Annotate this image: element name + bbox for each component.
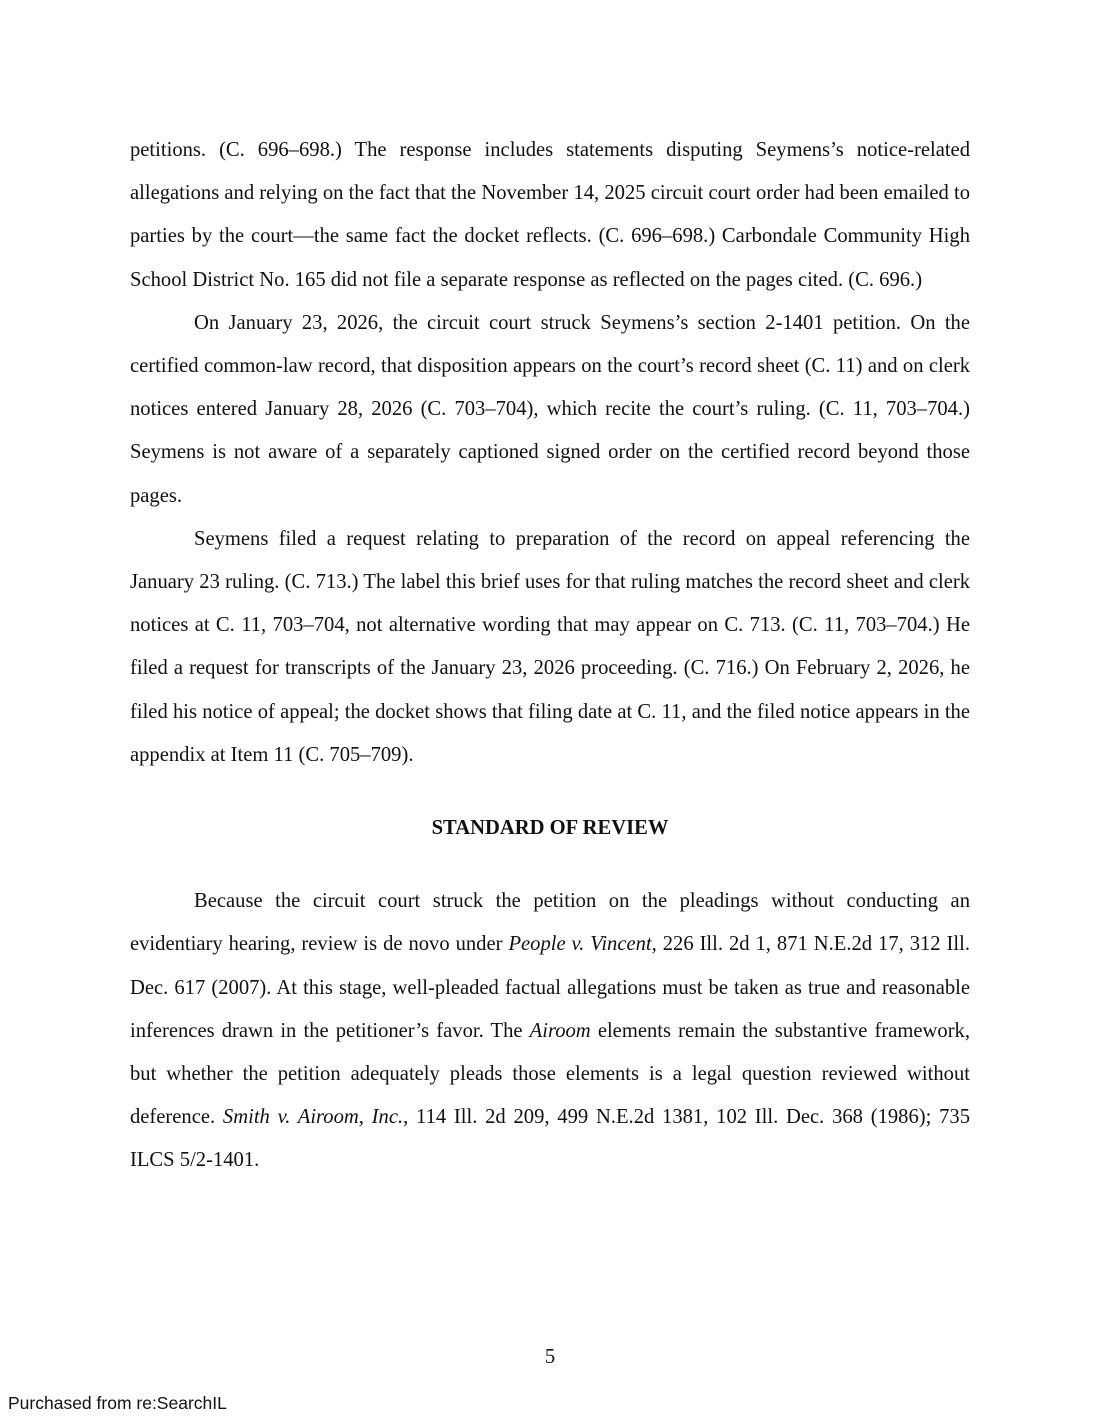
- paragraph: [130, 518, 970, 777]
- page-number: 5: [544, 1346, 556, 1368]
- paragraph-text: Because the circuit court struck the petition on the pleadings without conducting an evidentiary hearing, review is de novo under: [130, 890, 970, 956]
- paragraph-text: , 114 Ill. 2d 209, 499 N.E.2d 1381, 102 Ill. Dec. 368 (1986); 735 ILCS 5/2-1401.: [130, 1106, 970, 1172]
- case-citation: Smith v. Airoom, Inc.: [222, 1106, 404, 1129]
- paragraph-text: petitions. (C. 696–698.) The response includes statements disputing Seymens’s notice-related allegations and relying on the fact that the November 14, 2025 circuit court order had been emailed to parties by the court—the same fact the docket reflects. (C. 696–698.) Carbondale Community High School District No. 165 did not file a separate response as reflected on the pages cited. (C. 696.): [130, 139, 970, 291]
- standard-of-review-text: [130, 880, 970, 1182]
- case-citation: Airoom: [529, 1019, 591, 1042]
- paragraph-text: elements remain the substantive framework, but whether the petition adequately pleads those elements is a legal question reviewed without deference.: [130, 1019, 970, 1129]
- paragraph: [130, 880, 970, 1182]
- page-body: [130, 129, 970, 1183]
- statement-of-facts-text: [130, 129, 970, 777]
- purchase-footer: Purchased from re:SearchIL: [8, 1393, 227, 1413]
- paragraph-text: , 226 Ill. 2d 1, 871 N.E.2d 17, 312 Ill. Dec. 617 (2007). At this stage, well-pleaded factual allegations must be taken as true and reasonable inferences drawn in the petitioner’s favor. The: [130, 933, 970, 1042]
- section-heading: STANDARD OF REVIEW: [431, 817, 669, 840]
- paragraph: [130, 302, 970, 518]
- paragraph-text: Seymens filed a request relating to preparation of the record on appeal referencing the January 23 ruling. (C. 713.) The label this brief uses for that ruling matches the record sheet and clerk notices at C. 11, 703–704, not alternative wording that may appear on C. 713. (C. 11, 703–704.) He filed a request for transcripts of the January 23, 2026 proceeding. (C. 716.) On February 2, 2026, he filed his notice of appeal; the docket shows that filing date at C. 11, and the filed notice appears in the appendix at Item 11 (C. 705–709).: [130, 527, 970, 766]
- paragraph-text: On January 23, 2026, the circuit court struck Seymens’s section 2-1401 petition. On the certified common-law record, that disposition appears on the court’s record sheet (C. 11) and on clerk notices entered January 28, 2026 (C. 703–704), which recite the court’s ruling. (C. 11, 703–704.) Seymens is not aware of a separately captioned signed order on the certified record beyond those pages.: [130, 311, 970, 507]
- paragraph: [130, 129, 970, 302]
- case-citation: People v. Vincent: [508, 933, 652, 956]
